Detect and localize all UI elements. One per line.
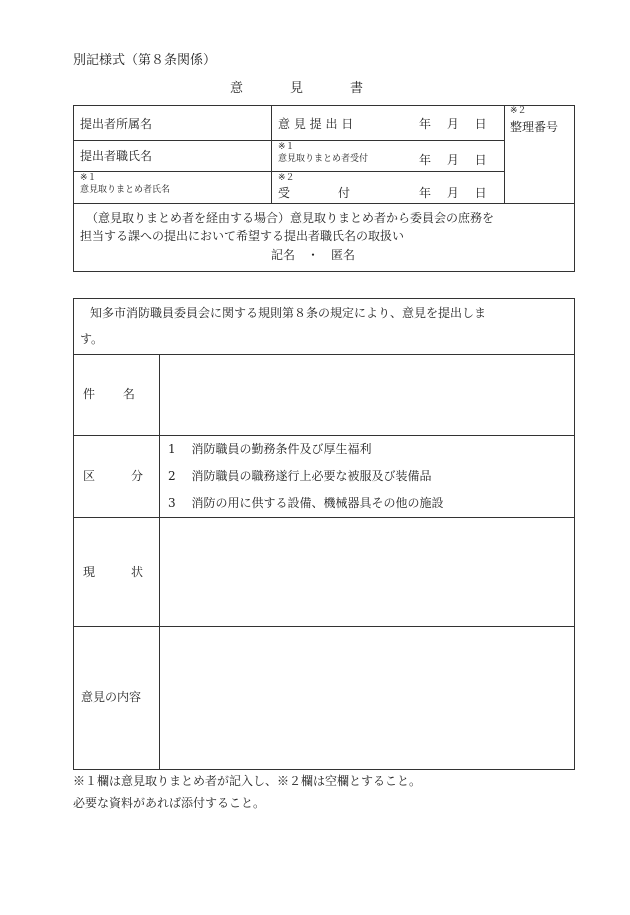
opinion-row-divider-2: [73, 435, 575, 436]
info-row-divider-2: [73, 171, 505, 172]
opinion-row-divider-3: [73, 517, 575, 518]
info-col-divider-2: [504, 105, 505, 203]
category-item-3: 3 消防の用に供する設備、機械器具その他の施設: [168, 496, 444, 510]
opinion-col-divider: [159, 354, 160, 770]
intro-line-1: 知多市消防職員委員会に関する規則第８条の規定により、意見を提出しま: [90, 306, 487, 320]
received-date-ymd: 年 月 日: [419, 186, 487, 200]
opinion-content-label: 意見の内容: [81, 690, 142, 704]
handling-line-1: （意見取りまとめ者を経由する場合）意見取りまとめ者から委員会の庶務を: [86, 211, 495, 225]
category-label: 区 分: [83, 469, 144, 483]
submission-date-ymd: 年 月 日: [419, 117, 487, 131]
info-row-divider-1: [73, 140, 505, 141]
footnote-1: ※１欄は意見取りまとめ者が記入し、※２欄は空欄とすること。: [73, 774, 422, 788]
reference-number-label: 整理番号: [510, 120, 559, 134]
submission-date-label: 意 見 提 出 日: [278, 117, 354, 131]
handling-line-2: 担当する課への提出において希望する提出者職氏名の取扱い: [80, 229, 405, 243]
opinion-row-divider-4: [73, 626, 575, 627]
info-row-divider-3: [73, 203, 575, 204]
opinion-row-divider-1: [73, 354, 575, 355]
note2-mark-received: ※２: [278, 173, 295, 183]
note1-mark-compiler: ※１: [80, 173, 97, 183]
handling-options: 記名 ・ 匿名: [271, 248, 356, 262]
category-item-2: 2 消防職員の職務遂行上必要な被服及び装備品: [168, 469, 432, 483]
form-label: 別記様式（第８条関係）: [73, 53, 217, 68]
note2-mark: ※２: [510, 106, 527, 116]
info-col-divider-1: [271, 105, 272, 203]
compiler-name-label: 意見取りまとめ者氏名: [80, 185, 171, 195]
received-label: 受 付: [278, 186, 351, 200]
opinion-table-border: [73, 298, 575, 770]
reception-date-ymd: 年 月 日: [419, 153, 487, 167]
submitter-affiliation-label: 提出者所属名: [80, 117, 153, 131]
page-title: 意 見 書: [230, 81, 366, 96]
intro-line-2: す。: [80, 332, 104, 346]
reception-label: 意見取りまとめ者受付: [278, 154, 369, 164]
note1-mark-reception: ※１: [278, 142, 295, 152]
current-status-label: 現 状: [83, 565, 144, 579]
footnote-2: 必要な資料があれば添付すること。: [73, 796, 266, 810]
submitter-position-label: 提出者職氏名: [80, 149, 153, 163]
category-item-1: 1 消防職員の勤務条件及び厚生福利: [168, 442, 372, 456]
subject-label: 件 名: [83, 387, 135, 401]
